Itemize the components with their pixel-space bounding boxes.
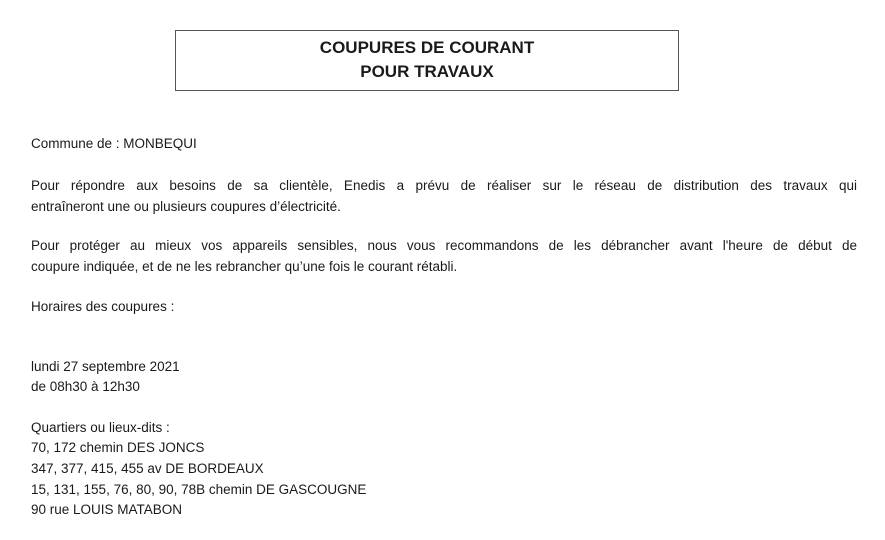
locations-heading: Quartiers ou lieux-dits : (31, 420, 170, 435)
paragraph-works-line-2: entraîneront une ou plusieurs coupures d’électricité. (31, 199, 341, 214)
location-item: 90 rue LOUIS MATABON (31, 502, 183, 517)
title-line-1: COUPURES DE COURANT (319, 38, 535, 57)
paragraph-works-line-1: Pour répondre aux besoins de sa clientèle, Enedis a prévu de réaliser sur le réseau de distribution des travaux qui (31, 178, 857, 193)
location-item: 347, 377, 415, 455 av DE BORDEAUX (31, 461, 264, 476)
location-item: 70, 172 chemin DES JONCS (31, 440, 205, 455)
paragraph-works (31, 175, 857, 217)
title-line-2: POUR TRAVAUX (360, 62, 494, 81)
schedule-heading: Horaires des coupures : (31, 299, 175, 314)
location-item: 15, 131, 155, 76, 80, 90, 78B chemin DE GASCOUGNE (31, 482, 367, 497)
title-box (175, 30, 679, 91)
paragraph-advice-line-1: Pour protéger au mieux vos appareils sensibles, nous vous recommandons de les débrancher avant l'heure de début de (31, 238, 857, 253)
commune-label: Commune de : MONBEQUI (31, 136, 197, 151)
paragraph-advice-line-2: coupure indiquée, et de ne les rebrancher qu’une fois le courant rétabli. (31, 259, 458, 274)
paragraph-advice (31, 235, 857, 277)
schedule-date: lundi 27 septembre 2021 (31, 359, 180, 374)
schedule-time: de 08h30 à 12h30 (31, 379, 140, 394)
